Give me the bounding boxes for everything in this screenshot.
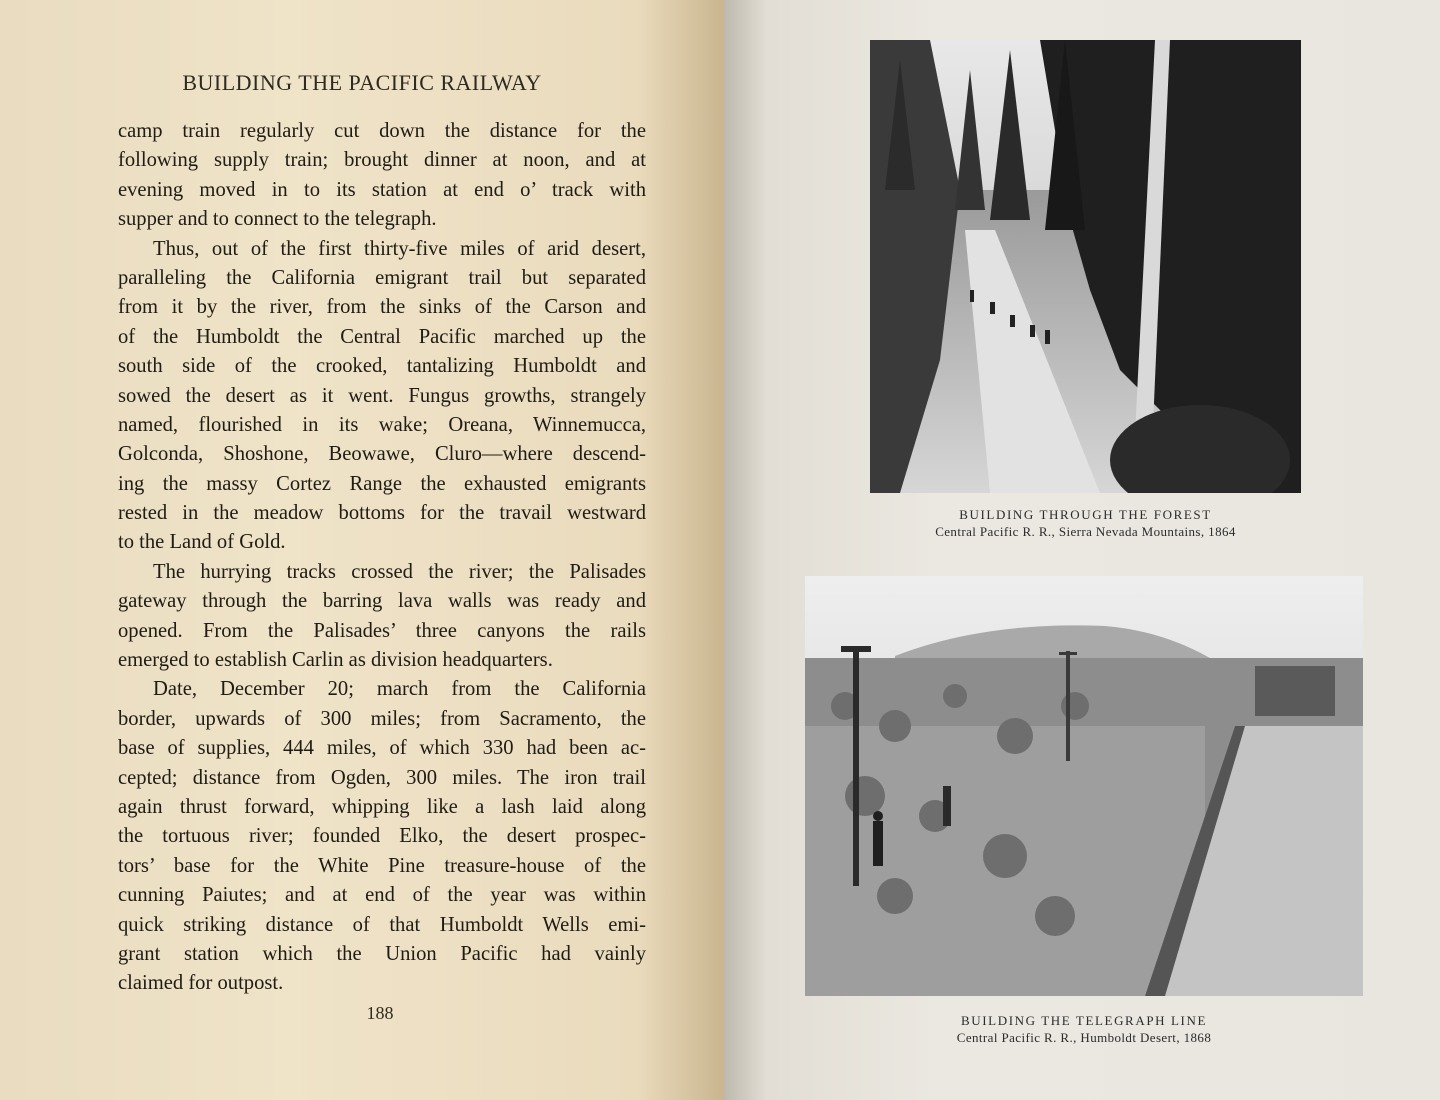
text-line: again thrust forward, whipping like a lash laid along	[118, 795, 646, 818]
text-line: the tortuous river; founded Elko, the desert prospec-	[118, 825, 646, 848]
text-line: emerged to establish Carlin as division headquarters.	[118, 649, 553, 672]
text-line: Thus, out of the first thirty-five miles of arid desert,	[153, 237, 646, 260]
text-line: ing the massy Cortez Range the exhausted emigrants	[118, 472, 646, 495]
forest-caption-title: BUILDING THROUGH THE FOREST	[959, 507, 1212, 522]
forest-photo	[870, 40, 1301, 493]
text-line: grant station which the Union Pacific had vainly	[118, 942, 646, 965]
text-line: Date, December 20; march from the California	[153, 678, 646, 701]
text-line: supper and to connect to the telegraph.	[118, 208, 437, 231]
running-head: BUILDING THE PACIFIC RAILWAY	[182, 70, 542, 95]
body-text	[118, 117, 646, 999]
text-line: following supply train; brought dinner at noon, and at	[118, 149, 646, 172]
text-line: tors’ base for the White Pine treasure-house of the	[118, 854, 646, 877]
text-line: sowed the desert as it went. Fungus growths, strangely	[118, 384, 646, 407]
text-line: Golconda, Shoshone, Beowawe, Cluro—where descend-	[118, 443, 646, 466]
text-line: The hurrying tracks crossed the river; the Palisades	[153, 560, 646, 583]
text-line: camp train regularly cut down the distance for the	[118, 120, 646, 142]
telegraph-caption-subtitle: Central Pacific R. R., Humboldt Desert, 1868	[956, 1030, 1212, 1045]
forest-caption	[870, 506, 1301, 540]
text-line: quick striking distance of that Humboldt Wells emi-	[118, 913, 646, 936]
page-number: 188	[366, 1003, 394, 1023]
text-line: gateway through the barring lava walls was ready and	[118, 590, 646, 613]
text-line: rested in the meadow bottoms for the travail westward	[118, 502, 646, 525]
text-line: of the Humboldt the Central Pacific marched up the	[118, 325, 646, 348]
text-line: base of supplies, 444 miles, of which 330 had been ac-	[118, 737, 646, 760]
text-line: cepted; distance from Ogden, 300 miles. The iron trail	[118, 766, 646, 789]
text-line: evening moved in to its station at end o’ track with	[118, 178, 646, 201]
text-line: paralleling the California emigrant trail but separated	[118, 266, 646, 289]
text-line: named, flourished in its wake; Oreana, Winnemucca,	[118, 413, 646, 436]
text-line: to the Land of Gold.	[118, 531, 286, 554]
telegraph-caption	[805, 1012, 1363, 1046]
text-line: south side of the crooked, tantalizing Humboldt and	[118, 355, 646, 378]
text-line: cunning Paiutes; and at end of the year was within	[118, 884, 646, 907]
telegraph-caption-title: BUILDING THE TELEGRAPH LINE	[960, 1013, 1207, 1028]
text-line: claimed for outpost.	[118, 972, 284, 995]
forest-photo-graphic	[870, 40, 1301, 493]
text-line: from it by the river, from the sinks of the Carson and	[118, 296, 646, 319]
forest-caption-subtitle: Central Pacific R. R., Sierra Nevada Mountains, 1864	[935, 524, 1236, 539]
telegraph-photo	[805, 576, 1363, 996]
right-page	[724, 0, 1440, 1100]
text-line: border, upwards of 300 miles; from Sacramento, the	[118, 707, 646, 730]
text-line: opened. From the Palisades’ three canyons the rails	[118, 619, 646, 642]
telegraph-photo-graphic	[805, 576, 1363, 996]
